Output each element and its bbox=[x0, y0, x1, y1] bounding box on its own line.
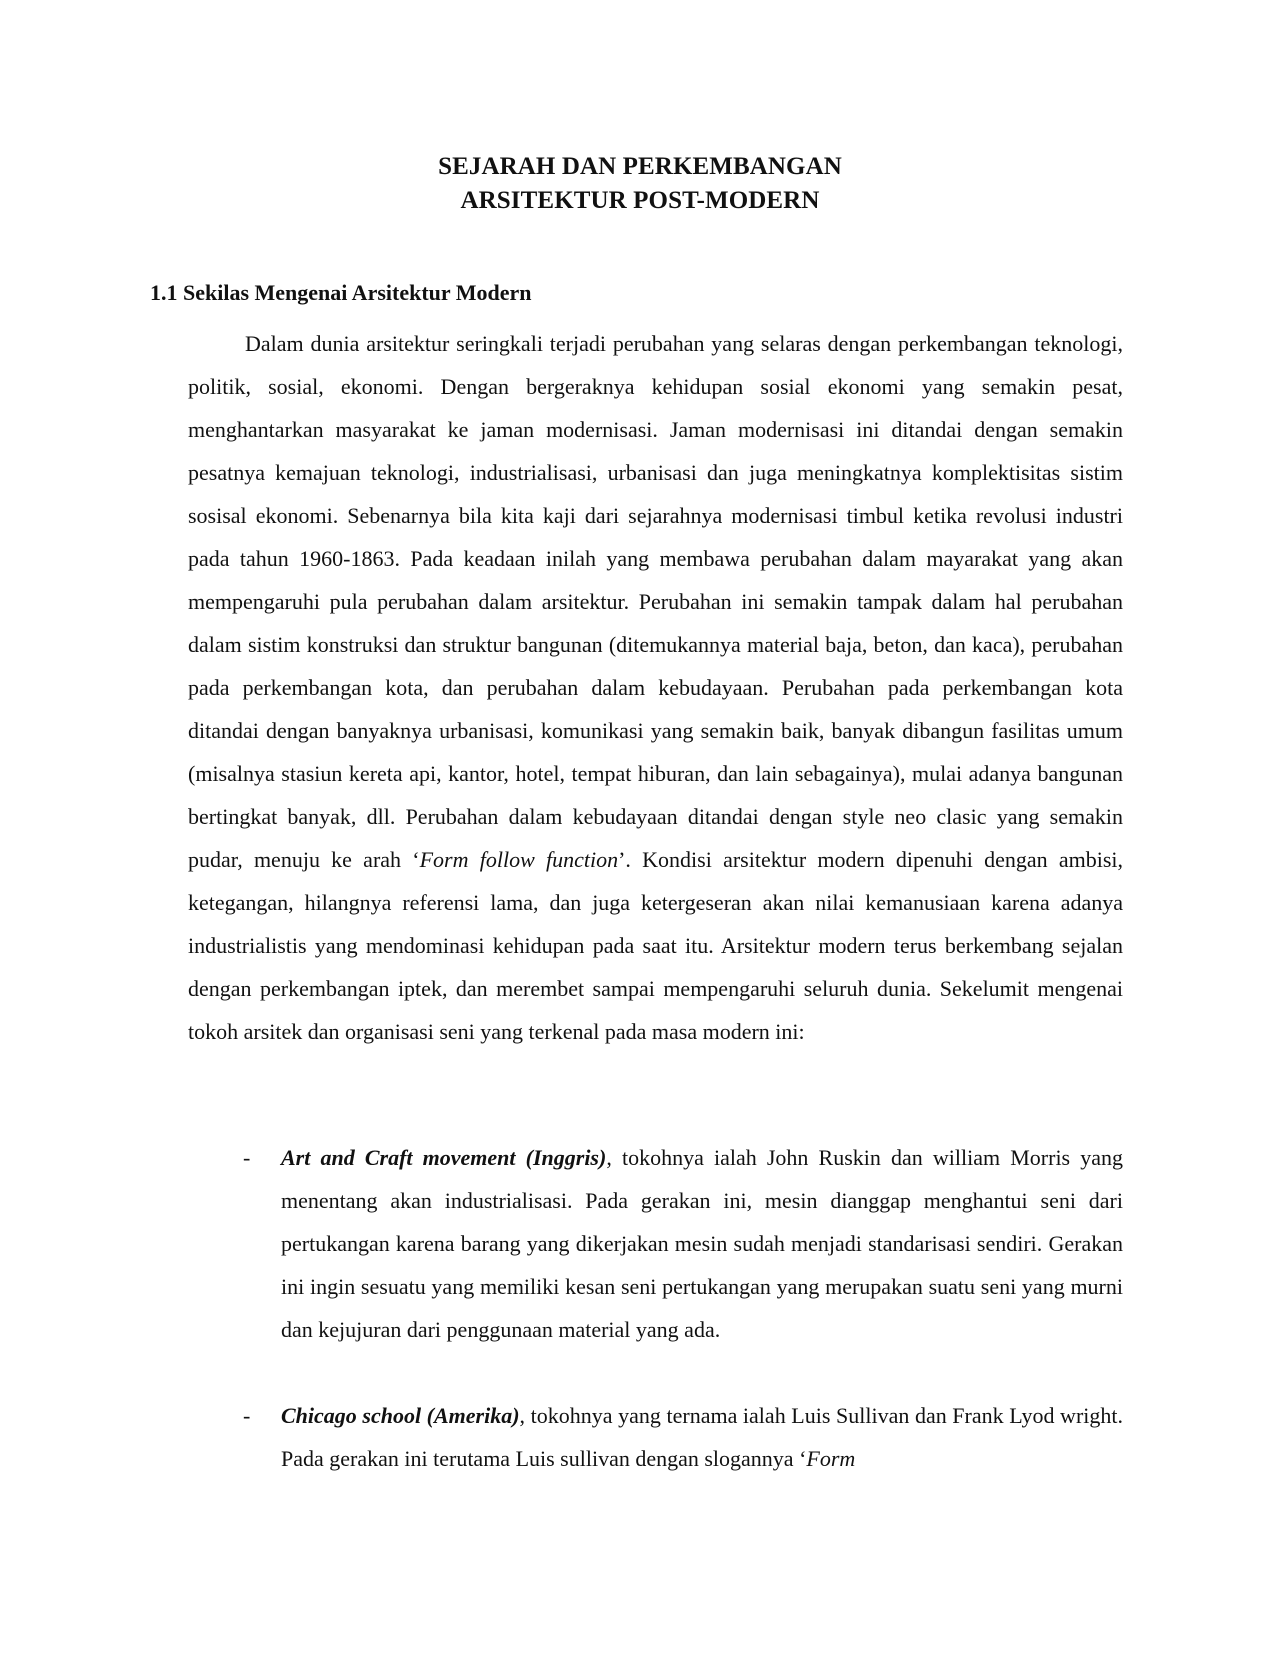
paragraph-text-part-1: Dalam dunia arsitektur seringkali terjadi perubahan yang selaras dengan perkembangan teknologi, politik, sosial, ekonomi. Dengan bergeraknya kehidupan sosial ekonomi yang semakin pesat, menghantarkan masyarakat ke jaman modernisasi. Jaman modernisasi ini ditandai dengan semakin pesatnya kemajuan teknologi, industrialisasi, urbanisasi dan juga meningkatnya komplektisitas sistim sosisal ekonomi. Sebenarnya bila kita kaji dari sejarahnya modernisasi timbul ketika revolusi industri pada tahun 1960-1863. Pada keadaan inilah yang membawa perubahan dalam mayarakat yang akan mempengaruhi pula perubahan dalam arsitektur. Perubahan ini semakin tampak dalam hal perubahan dalam sistim konstruksi dan struktur bangunan (ditemukannya material baja, beton, dan kaca), perubahan pada perkembangan kota, dan perubahan dalam kebudayaan. Perubahan pada perkembangan kota ditandai dengan banyaknya urbanisasi, komunikasi yang semakin baik, banyak dibangun fasilitas umum (misalnya stasiun kereta api, kantor, hotel, tempat hiburan, dan lain sebagainya), mulai adanya bangunan bertingkat banyak, dll. Perubahan dalam kebudayaan ditandai dengan style neo clasic yang semakin pudar, menuju ke arah ‘ bbox=[188, 331, 1123, 872]
paragraph-italic-phrase: Form follow function bbox=[419, 847, 619, 872]
list-item-body: , tokohnya yang ternama ialah Luis Sullivan dan Frank Lyod wright. Pada gerakan ini terutama Luis sullivan dengan slogannya ‘ bbox=[281, 1403, 1123, 1471]
list-item-body: , tokohnya ialah John Ruskin dan william Morris yang menentang akan industrialisasi. Pada gerakan ini, mesin dianggap menghantui seni dari pertukangan karena barang yang dikerjakan mesin sudah menjadi standarisasi sendiri. Gerakan ini ingin sesuatu yang memiliki kesan seni pertukangan yang merupakan suatu seni yang murni dan kejujuran dari penggunaan material yang ada. bbox=[281, 1145, 1124, 1342]
list-item-tail-italic: Form bbox=[806, 1446, 856, 1471]
list-item-text bbox=[281, 1394, 1123, 1480]
list-item-lead: Art and Craft movement (Inggris) bbox=[281, 1145, 607, 1170]
list-bullet-dash: - bbox=[243, 1145, 251, 1170]
section-heading: 1.1 Sekilas Mengenai Arsitektur Modern bbox=[150, 280, 532, 305]
document-title bbox=[0, 150, 1280, 218]
body-paragraph bbox=[188, 322, 1123, 1053]
title-line-1: SEJARAH DAN PERKEMBANGAN bbox=[438, 153, 842, 180]
list-item-text bbox=[281, 1136, 1123, 1351]
list-item-lead: Chicago school (Amerika) bbox=[281, 1403, 520, 1428]
list-bullet-dash: - bbox=[243, 1403, 251, 1428]
title-line-2: ARSITEKTUR POST-MODERN bbox=[460, 187, 820, 214]
paragraph-text-part-2: ’. Kondisi arsitektur modern dipenuhi dengan ambisi, ketegangan, hilangnya referensi lama, dan juga ketergeseran akan nilai kemanusiaan karena adanya industrialistis yang mendominasi kehidupan pada saat itu. Arsitektur modern terus berkembang sejalan dengan perkembangan iptek, dan merembet sampai mempengaruhi seluruh dunia. Sekelumit mengenai tokoh arsitek dan organisasi seni yang terkenal pada masa modern ini: bbox=[188, 847, 1123, 1044]
